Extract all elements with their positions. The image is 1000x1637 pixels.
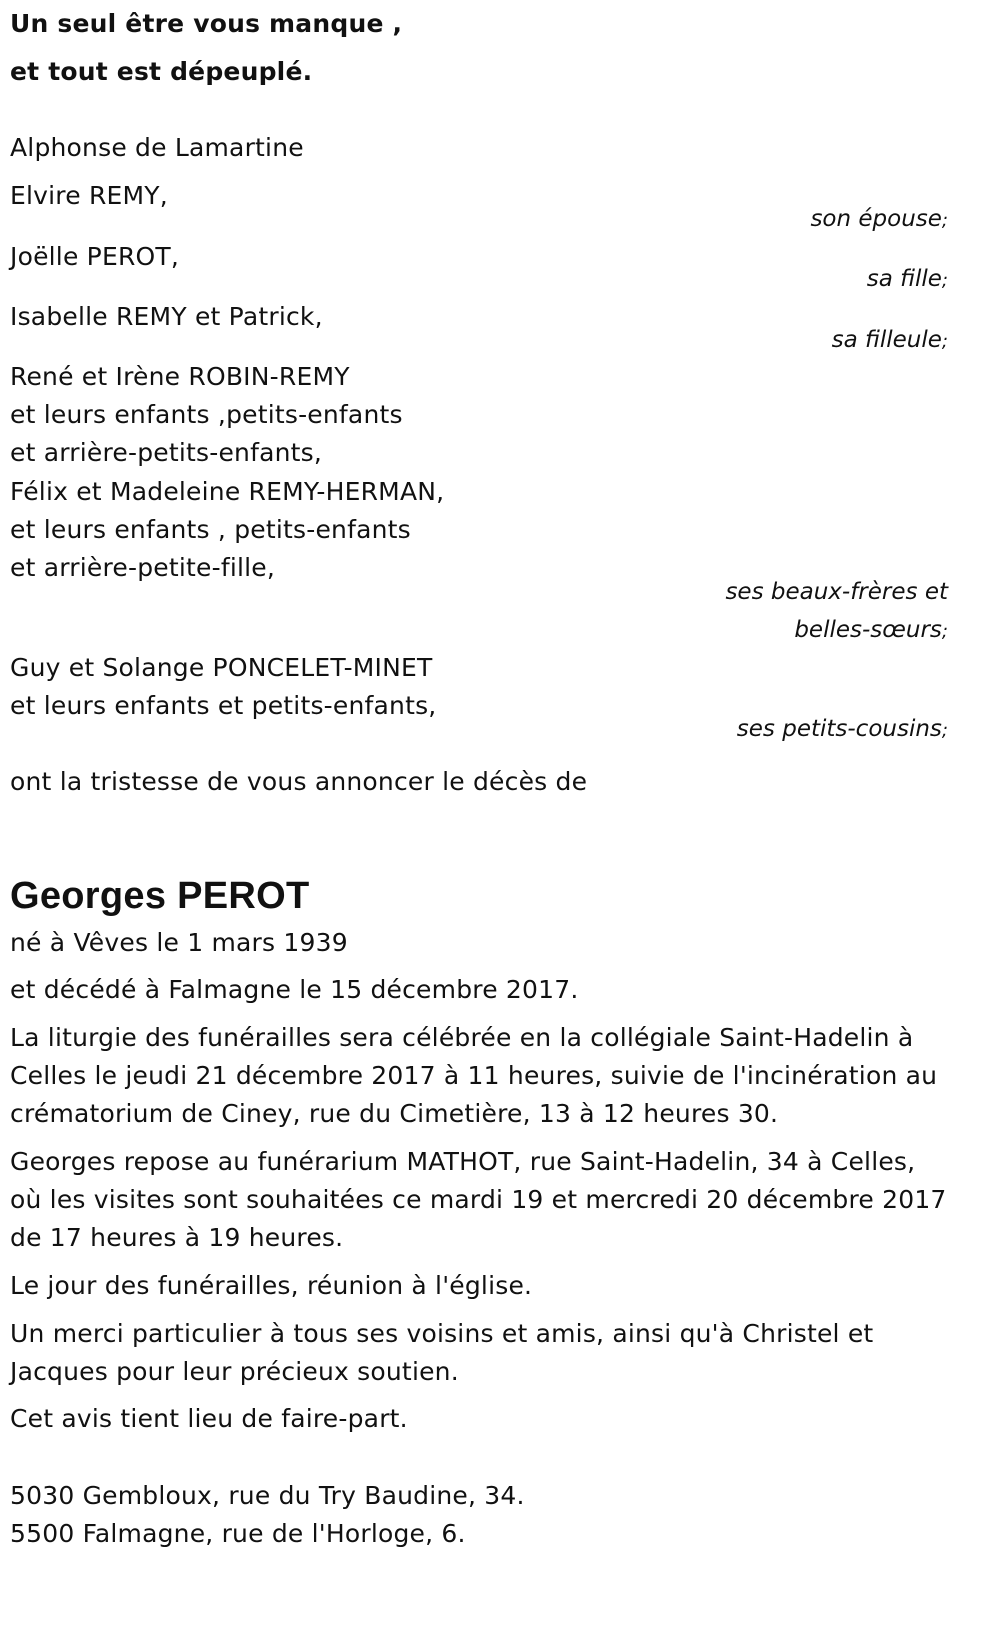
visitation-paragraph-line: où les visites sont souhaitées ce mardi 19 et mercredi 20 décembre 2017	[10, 1185, 947, 1214]
quote-line-1: Un seul être vous manque ,	[10, 9, 403, 38]
family-name-line: René et Irène ROBIN-REMY	[10, 362, 350, 391]
visitation-paragraph-line: de 17 heures à 19 heures.	[10, 1223, 344, 1252]
family-name-line: et leurs enfants et petits-enfants,	[10, 691, 437, 720]
relation-cousins: ses petits-cousins;	[736, 716, 948, 742]
relation-goddaughter: sa filleule;	[831, 327, 948, 353]
funeral-paragraph-line: La liturgie des funérailles sera célébrée en la collégiale Saint-Hadelin à	[10, 1023, 914, 1052]
meeting-paragraph: Le jour des funérailles, réunion à l'église.	[10, 1271, 533, 1300]
visitation-paragraph-line: Georges repose au funérarium MATHOT, rue Saint-Hadelin, 34 à Celles,	[10, 1147, 916, 1176]
family-name-spouse: Elvire REMY,	[10, 181, 168, 210]
quote-line-2: et tout est dépeuplé.	[10, 57, 313, 86]
family-name-goddaughter: Isabelle REMY et Patrick,	[10, 302, 323, 331]
address-line: 5500 Falmagne, rue de l'Horloge, 6.	[10, 1519, 466, 1548]
thanks-paragraph-line: Un merci particulier à tous ses voisins et amis, ainsi qu'à Christel et	[10, 1319, 874, 1348]
family-name-line: et arrière-petite-fille,	[10, 553, 275, 582]
family-name-line: Félix et Madeleine REMY-HERMAN,	[10, 477, 445, 506]
relation-in-laws-line-2: belles-sœurs;	[794, 617, 948, 643]
notice-paragraph: Cet avis tient lieu de faire-part.	[10, 1404, 408, 1433]
relation-in-laws-line-1: ses beaux-frères et	[725, 579, 948, 605]
family-name-line: et arrière-petits-enfants,	[10, 438, 323, 467]
family-name-line: Guy et Solange PONCELET-MINET	[10, 653, 433, 682]
funeral-paragraph-line: Celles le jeudi 21 décembre 2017 à 11 heures, suivie de l'incinération au	[10, 1061, 938, 1090]
relation-spouse: son épouse;	[810, 206, 948, 232]
family-name-daughter: Joëlle PEROT,	[10, 242, 180, 271]
announcement-text: ont la tristesse de vous annoncer le décès de	[10, 767, 588, 796]
thanks-paragraph-line: Jacques pour leur précieux soutien.	[10, 1357, 459, 1386]
family-name-line: et leurs enfants , petits-enfants	[10, 515, 411, 544]
funeral-paragraph-line: crématorium de Ciney, rue du Cimetière, 13 à 12 heures 30.	[10, 1099, 779, 1128]
family-name-line: et leurs enfants ,petits-enfants	[10, 400, 403, 429]
birth-info: né à Vêves le 1 mars 1939	[10, 928, 348, 957]
quote-author: Alphonse de Lamartine	[10, 133, 304, 162]
address-line: 5030 Gembloux, rue du Try Baudine, 34.	[10, 1481, 525, 1510]
deceased-name: Georges PEROT	[10, 875, 310, 917]
death-info: et décédé à Falmagne le 15 décembre 2017.	[10, 975, 579, 1004]
relation-daughter: sa fille;	[866, 266, 948, 292]
